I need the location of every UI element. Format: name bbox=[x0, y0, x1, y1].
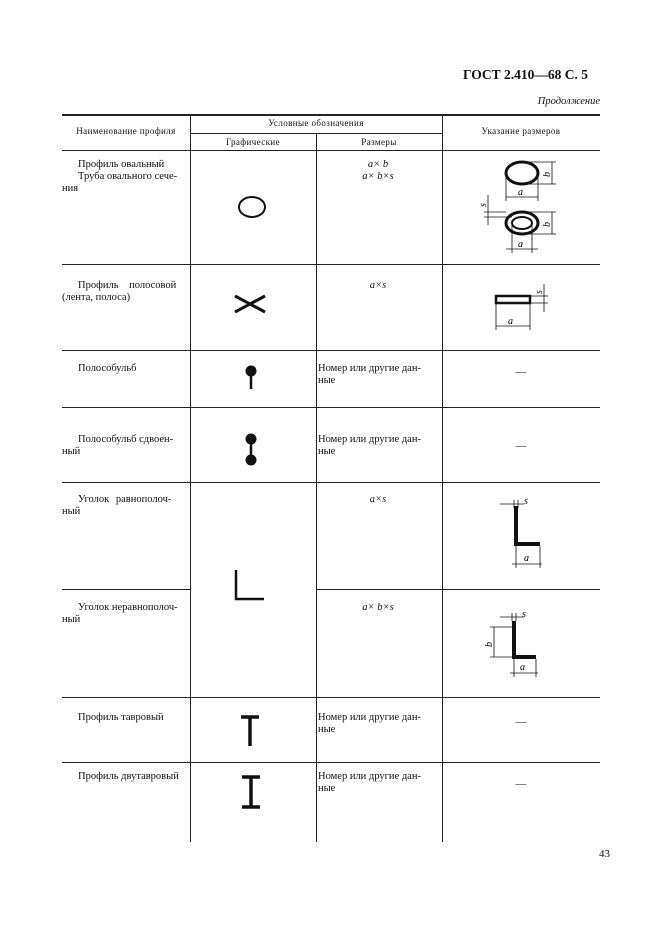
col-header-graphic: Графические bbox=[225, 137, 281, 147]
page-number: 43 bbox=[599, 848, 610, 860]
sizes-cell bbox=[318, 363, 442, 387]
profile-name bbox=[62, 494, 188, 518]
dim-label-a: a bbox=[524, 553, 529, 564]
name-line: ный bbox=[62, 446, 81, 457]
profile-name bbox=[62, 280, 188, 304]
row-rule bbox=[62, 697, 600, 698]
row-rule-partial bbox=[62, 589, 190, 590]
col-header-dimensioning: Указание размеров bbox=[481, 126, 561, 136]
dimension-none: — bbox=[515, 778, 527, 790]
size-line: a× b×s bbox=[362, 171, 394, 182]
name-line: ный bbox=[62, 506, 81, 517]
size-line: Номер или другие дан- bbox=[318, 434, 421, 445]
row-rule bbox=[62, 407, 600, 408]
table-top-rule bbox=[62, 114, 600, 116]
bulb-icon bbox=[244, 364, 258, 390]
col-divider-3 bbox=[442, 114, 443, 842]
dim-label-b: b bbox=[484, 642, 495, 647]
col-divider-2 bbox=[316, 133, 317, 842]
name-line: Уголок неравнополоч- bbox=[78, 602, 178, 613]
i-beam-icon bbox=[240, 775, 262, 809]
col-header-name: Наименование профиля bbox=[76, 126, 176, 136]
dim-label-b: b bbox=[542, 172, 553, 177]
sizes-cell: a×s bbox=[369, 494, 387, 505]
name-line: Профиль овальный bbox=[78, 159, 165, 170]
name-line: Уголок равнополоч- bbox=[78, 494, 172, 505]
size-line: ные bbox=[318, 375, 336, 386]
dim-label-a: a bbox=[518, 239, 523, 250]
sizes-cell bbox=[318, 434, 442, 458]
angle-icon bbox=[234, 570, 264, 602]
sizes-cell bbox=[318, 771, 442, 795]
col-header-designations: Условные обозначения bbox=[268, 118, 364, 128]
size-line: ные bbox=[318, 724, 336, 735]
dimension-none: — bbox=[515, 366, 527, 378]
sizes-cell: a× b×s bbox=[362, 602, 394, 613]
profile-name bbox=[62, 602, 188, 626]
size-line: ные bbox=[318, 446, 336, 457]
dimension-none: — bbox=[515, 716, 527, 728]
profile-name bbox=[62, 159, 188, 195]
dim-label-a: a bbox=[518, 187, 523, 198]
dim-label-b: b bbox=[542, 222, 553, 227]
row-rule bbox=[62, 350, 600, 351]
name-line: (лента, полоса) bbox=[62, 292, 131, 303]
size-line: a× b bbox=[367, 159, 389, 170]
dim-label-s: s bbox=[524, 496, 528, 507]
row-rule bbox=[62, 264, 600, 265]
angle-dimension-drawing bbox=[494, 496, 554, 572]
size-line: Номер или другие дан- bbox=[318, 771, 421, 782]
profile-name: Полособульб bbox=[78, 363, 137, 374]
dim-label-s: s bbox=[478, 203, 489, 207]
row-rule bbox=[62, 482, 600, 483]
dim-label-s: s bbox=[522, 609, 526, 620]
row-rule-partial bbox=[316, 589, 600, 590]
size-line: Номер или другие дан- bbox=[318, 363, 421, 374]
profile-name: Профиль тавровый bbox=[78, 712, 164, 723]
profile-name bbox=[62, 434, 188, 458]
name-line: ный bbox=[62, 614, 81, 625]
name-line: ния bbox=[62, 183, 79, 194]
size-line: ные bbox=[318, 783, 336, 794]
double-bulb-icon bbox=[244, 433, 258, 467]
sizes-cell bbox=[318, 159, 438, 183]
continuation-label: Продолжение bbox=[537, 96, 600, 107]
profile-name: Профиль двутавровый bbox=[78, 771, 179, 782]
header-bottom-rule bbox=[62, 150, 600, 151]
name-line: Труба овального сече- bbox=[78, 171, 178, 182]
sizes-cell bbox=[318, 712, 442, 736]
dim-label-a: a bbox=[520, 662, 525, 673]
tee-icon bbox=[240, 715, 260, 747]
col-divider-1 bbox=[190, 114, 191, 842]
oval-dimension-drawing bbox=[478, 153, 568, 258]
cross-icon bbox=[233, 294, 267, 314]
document-header: ГОСТ 2.410—68 С. 5 bbox=[463, 67, 589, 82]
dim-label-a: a bbox=[508, 316, 513, 327]
dim-label-s: s bbox=[534, 290, 545, 294]
col-header-sizes: Размеры bbox=[361, 137, 397, 147]
dimension-none: — bbox=[515, 440, 527, 452]
strip-dimension-drawing bbox=[492, 282, 562, 334]
oval-icon bbox=[238, 195, 268, 219]
name-line: Полособульб сдвоен- bbox=[78, 434, 174, 445]
name-line: Профиль полосовой bbox=[78, 280, 177, 291]
sizes-cell: a×s bbox=[369, 280, 387, 291]
unequal-angle-dimension-drawing bbox=[480, 607, 550, 679]
row-rule bbox=[62, 762, 600, 763]
size-line: Номер или другие дан- bbox=[318, 712, 421, 723]
